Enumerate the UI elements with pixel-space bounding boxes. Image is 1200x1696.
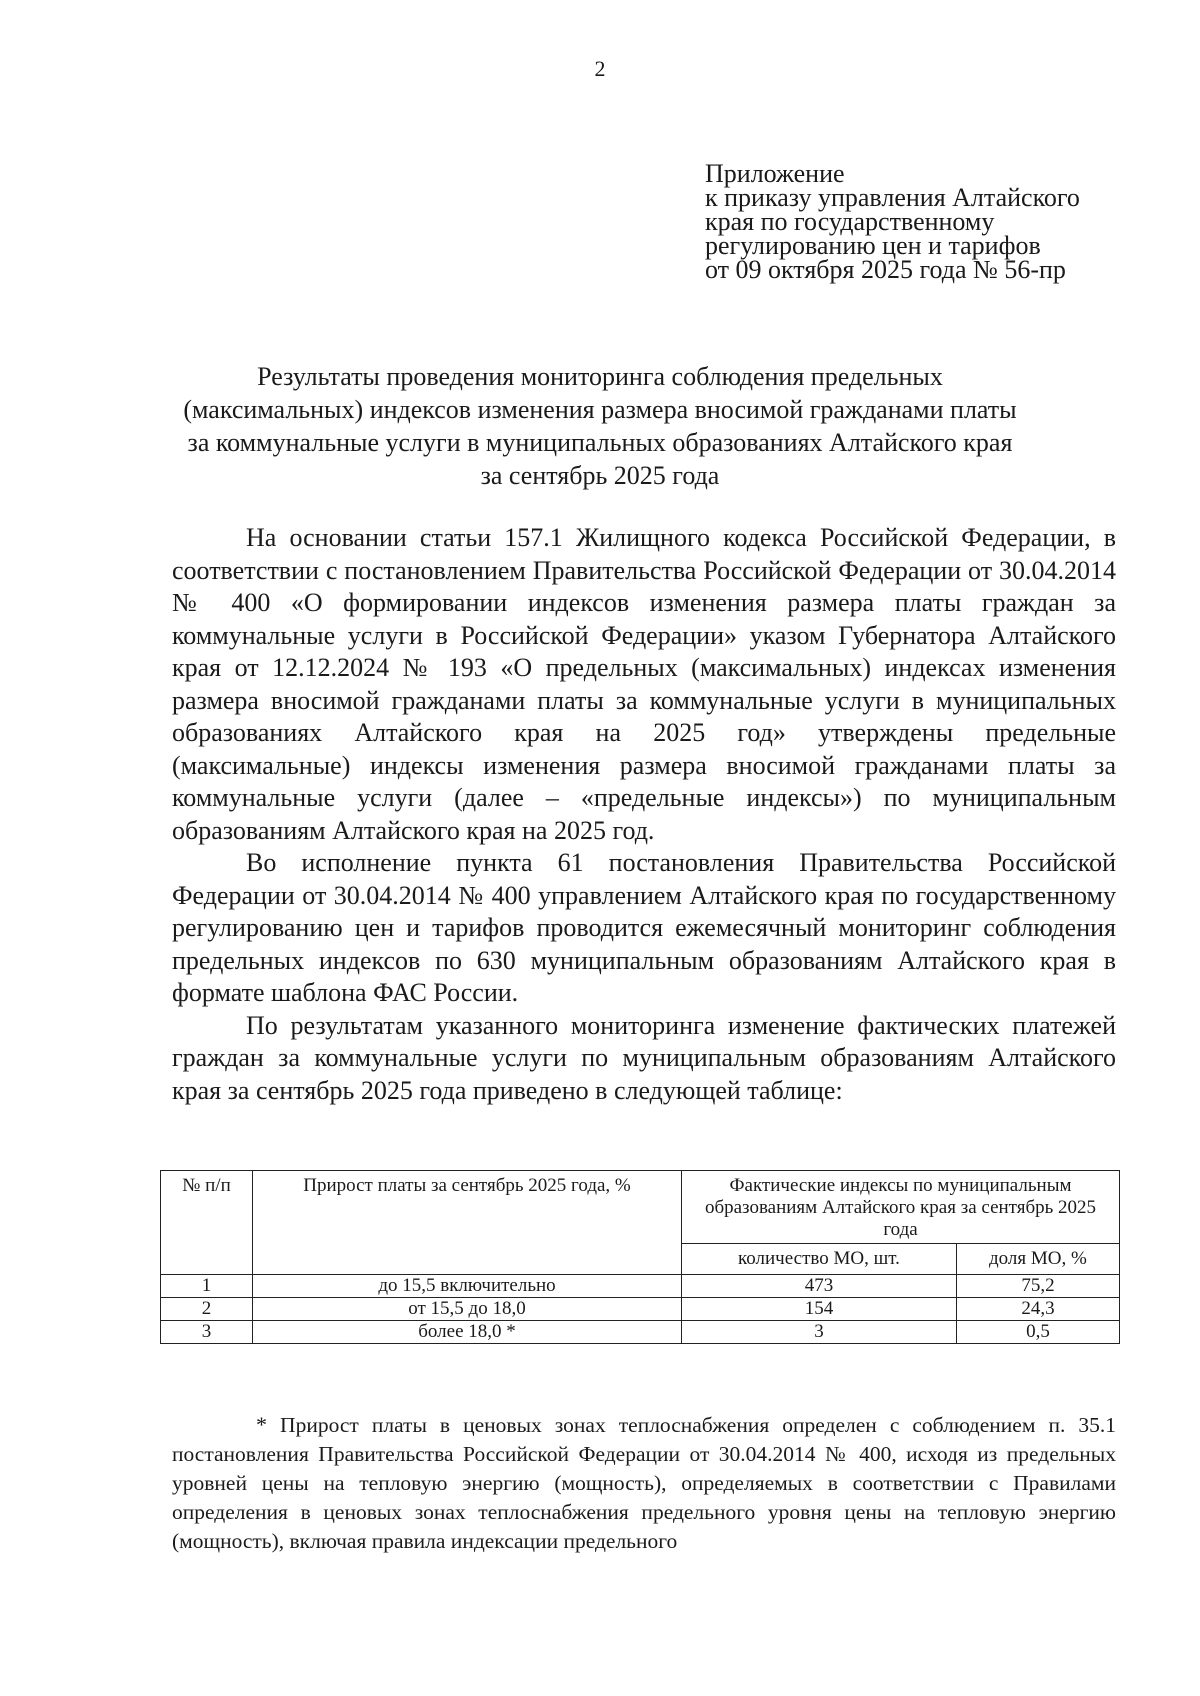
title-line: Результаты проведения мониторинга соблюдения предельных xyxy=(257,362,943,391)
appendix-line: к приказу управления Алтайского xyxy=(705,183,1080,212)
footnote xyxy=(172,1410,1116,1556)
cell-num: 3 xyxy=(161,1321,253,1344)
footnote-text: Прирост платы в ценовых зонах теплоснабжения определен с соблюдением п. 35.1 постановления Правительства Российской Федерации от 30.04.2014 № 400, исходя из предельных уровней цены на тепловую энергию (мощность), определяемых в соответствии с Правилами определения в ценовых зонах теплоснабжения предельного уровня цены на тепловую энергию (мощность), включая правила индексации предельного xyxy=(172,1413,1117,1553)
cell-share: 24,3 xyxy=(956,1298,1119,1321)
appendix-line: края по государственному xyxy=(705,207,995,236)
title-line: за коммунальные услуги в муниципальных образованиях Алтайского края xyxy=(187,428,1013,457)
monitoring-table xyxy=(160,1170,1120,1344)
body-text xyxy=(172,522,1116,1107)
table-row xyxy=(161,1321,1120,1344)
title-line: за сентябрь 2025 года xyxy=(480,461,720,490)
appendix-block xyxy=(705,159,1145,284)
cell-count: 154 xyxy=(682,1298,957,1321)
appendix-line: от 09 октября 2025 года № 56-пр xyxy=(705,255,1066,284)
header-growth: Прирост платы за сентябрь 2025 года, % xyxy=(253,1171,682,1275)
cell-growth: от 15,5 до 18,0 xyxy=(253,1298,682,1321)
appendix-line: регулированию цен и тарифов xyxy=(705,231,1041,260)
paragraph: По результатам указанного мониторинга изменение фактических платежей граждан за коммунальные услуги по муниципальным образованиям Алтайского края за сентябрь 2025 года приведено в следующей таблице: xyxy=(172,1010,1116,1105)
paragraph: На основании статьи 157.1 Жилищного кодекса Российской Федерации, в соответствии с постановлением Правительства Российской Федерации от 30.04.2014 № 400 «О формировании индексов изменения размера платы граждан за коммунальные услуги в Российской Федерации» указом Губернатора Алтайского края от 12.12.2024 № 193 «О предельных (максимальных) индексах изменения размера вносимой гражданами платы за коммунальные услуги в муниципальных образованиях Алтайского края на 2025 год» утверждены предельные (максимальные) индексы изменения размера вносимой гражданами платы за коммунальные услуги (далее – «предельные индексы») по муниципальным образованиям Алтайского края на 2025 год. xyxy=(172,523,1116,845)
cell-growth: до 15,5 включительно xyxy=(253,1275,682,1298)
document-title xyxy=(150,360,1050,492)
paragraph: Во исполнение пункта 61 постановления Правительства Российской Федерации от 30.04.2014 № 400 управлением Алтайского края по государственному регулированию цен и тарифов проводится ежемесячный мониторинг соблюдения предельных индексов по 630 муниципальным образованиям Алтайского края в формате шаблона ФАС России. xyxy=(172,848,1116,1007)
cell-share: 0,5 xyxy=(956,1321,1119,1344)
header-count: количество МО, шт. xyxy=(682,1244,957,1275)
table-header-row xyxy=(161,1171,1120,1244)
cell-growth: более 18,0 * xyxy=(253,1321,682,1344)
cell-num: 1 xyxy=(161,1275,253,1298)
cell-num: 2 xyxy=(161,1298,253,1321)
header-actual-indices: Фактические индексы по муниципальным образованиям Алтайского края за сентябрь 2025 года xyxy=(682,1171,1120,1244)
table-row xyxy=(161,1298,1120,1321)
page-number: 2 xyxy=(594,56,606,81)
footnote-marker: * xyxy=(256,1412,267,1437)
cell-share: 75,2 xyxy=(956,1275,1119,1298)
table-row xyxy=(161,1275,1120,1298)
header-num: № п/п xyxy=(161,1171,253,1275)
header-share: доля МО, % xyxy=(956,1244,1119,1275)
cell-count: 473 xyxy=(682,1275,957,1298)
title-line: (максимальных) индексов изменения размера вносимой гражданами платы xyxy=(183,395,1017,424)
appendix-line: Приложение xyxy=(705,159,845,188)
cell-count: 3 xyxy=(682,1321,957,1344)
